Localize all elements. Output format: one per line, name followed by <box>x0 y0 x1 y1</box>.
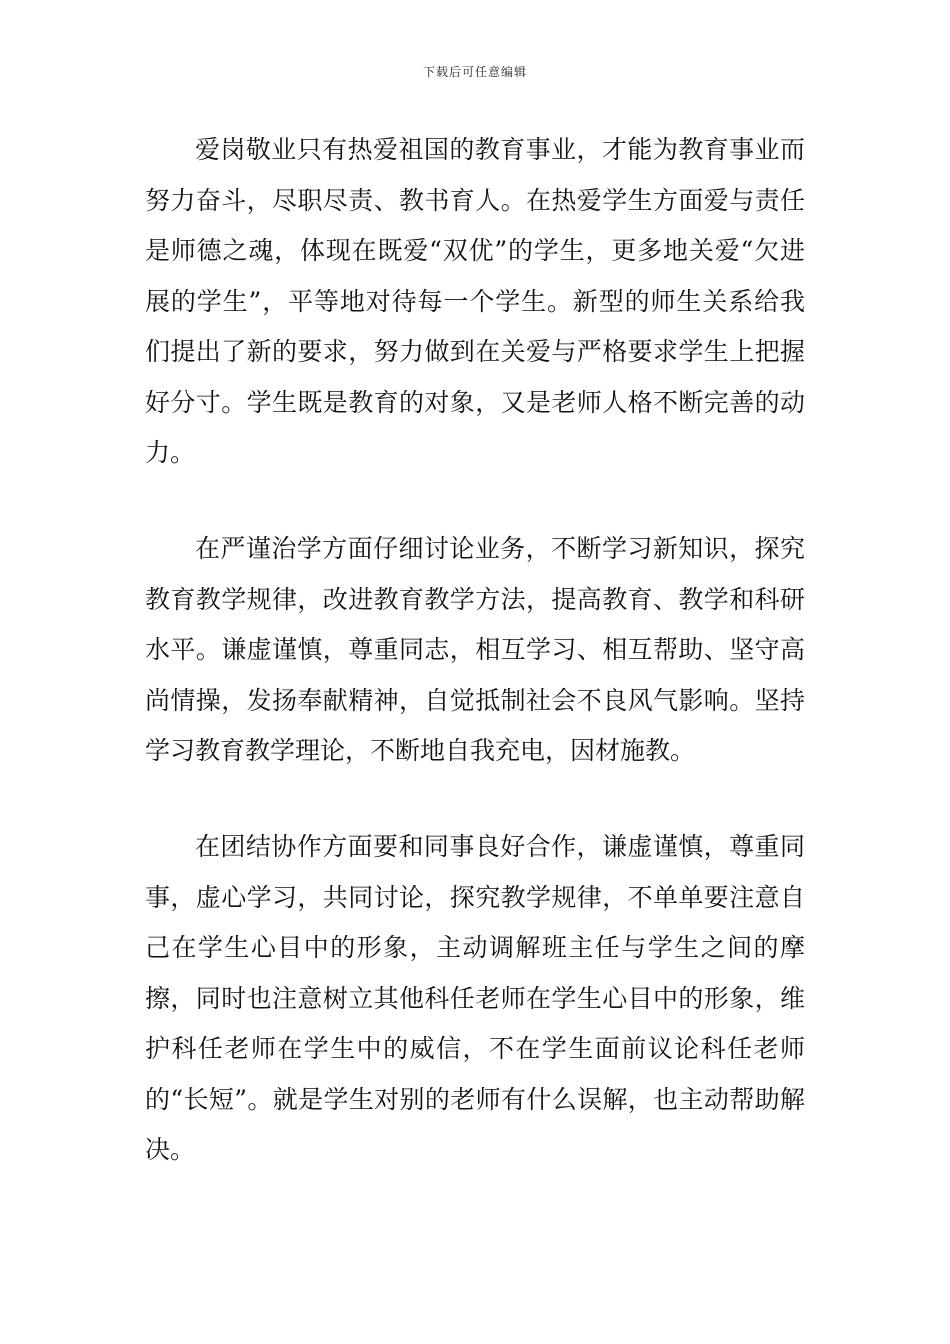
paragraph-teamwork: 在团结协作方面要和同事良好合作，谦虚谨慎，尊重同事，虚心学习，共同讨论，探究教学规律，不单单要注意自己在学生心目中的形象，主动调解班主任与学生之间的摩擦，同时也注意树立其他科任老师在学生心目中的形象，维护科任老师在学生中的威信，不在学生面前议论科任老师的“长短”。就是学生对别的老师有什么误解，也主动帮助解决。 <box>145 832 805 1164</box>
paragraph-rigorous-study: 在严谨治学方面仔细讨论业务，不断学习新知识，探究教育教学规律，改进教育教学方法，提高教育、教学和科研水平。谦虚谨慎，尊重同志，相互学习、相互帮助、坚守高尚情操，发扬奉献精神，自觉抵制社会不良风气影响。坚持学习教育教学理论，不断地自我充电，因材施教。 <box>145 534 805 765</box>
header-note: 下载后可任意编辑 <box>422 65 527 79</box>
paragraph-dedication: 爱岗敬业只有热爱祖国的教育事业，才能为教育事业而努力奋斗，尽职尽责、教书育人。在热爱学生方面爱与责任是师德之魂，体现在既爱“双优”的学生，更多地关爱“欠进展的学生”，平等地对待每一个学生。新型的师生关系给我们提出了新的要求，努力做到在关爱与严格要求学生上把握好分寸。学生既是教育的对象，又是老师人格不断完善的动力。 <box>145 135 805 467</box>
